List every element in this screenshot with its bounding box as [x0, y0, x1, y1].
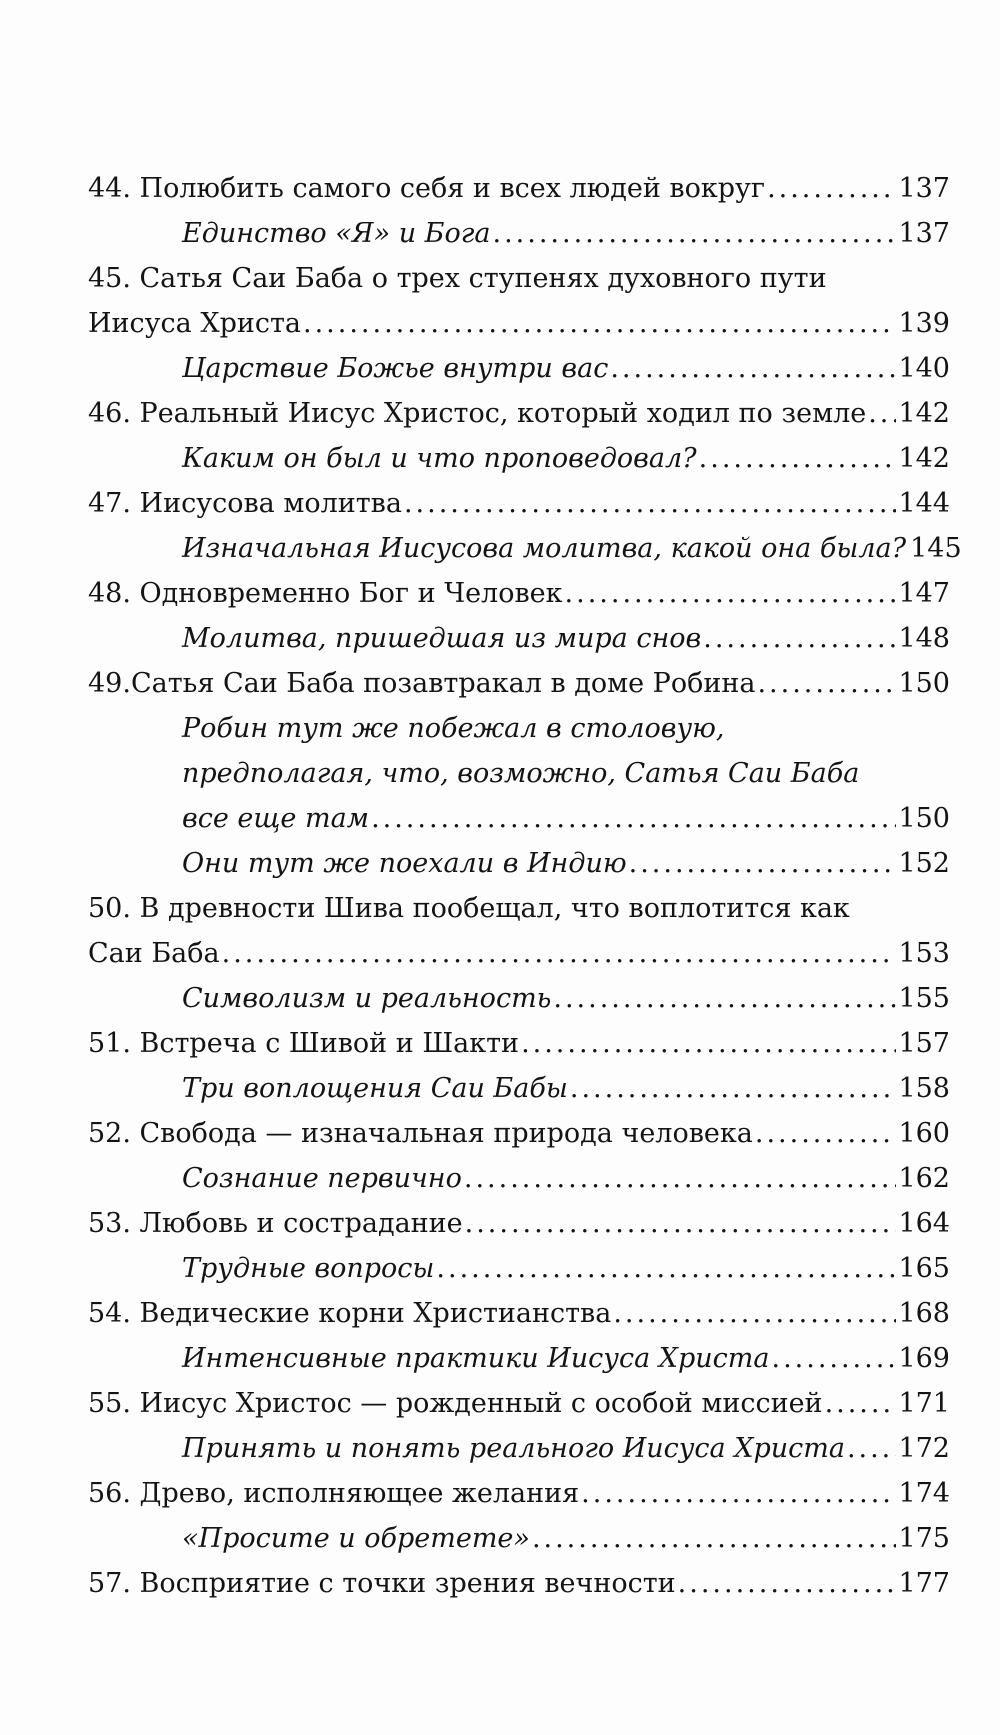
toc-page-number: 158 — [898, 1073, 950, 1104]
toc-entry-row — [182, 841, 950, 886]
dot-leader — [464, 1156, 897, 1201]
toc-entry-title: 44. Полюбить самого себя и всех людей вокруг — [88, 173, 766, 204]
dot-leader — [699, 436, 897, 481]
toc-chapter-entry — [88, 1201, 950, 1246]
dot-leader — [303, 301, 896, 346]
toc-entry-title: 54. Ведические корни Христианства — [88, 1298, 612, 1329]
toc-chapter-entry — [88, 1381, 950, 1426]
dot-leader — [610, 346, 896, 391]
toc-chapter-entry — [88, 256, 950, 346]
toc-entry-title: 48. Одновременно Бог и Человек — [88, 578, 563, 609]
toc-page-number: 172 — [898, 1433, 950, 1464]
toc-page-number: 157 — [898, 1028, 950, 1059]
toc-page-number: 142 — [898, 398, 950, 429]
dot-leader — [532, 1516, 897, 1561]
toc-entry-row — [182, 1336, 950, 1381]
toc-subsection-entry — [88, 1426, 950, 1471]
toc-entry-title: Изначальная Иисусова молитва, какой она была? — [182, 533, 907, 564]
toc-page-number: 152 — [898, 848, 950, 879]
dot-leader — [570, 1066, 897, 1111]
toc-subsection-entry — [88, 1336, 950, 1381]
toc-page-number: 148 — [898, 623, 950, 654]
toc-chapter-entry — [88, 166, 950, 211]
toc-entry-row — [182, 1426, 950, 1471]
toc-entry-row — [182, 346, 950, 391]
toc-chapter-entry — [88, 886, 950, 976]
toc-subsection-entry — [88, 706, 950, 841]
toc-entry-row — [88, 931, 950, 976]
toc-entry-title: 46. Реальный Иисус Христос, который ходил по земле — [88, 398, 867, 429]
toc-chapter-entry — [88, 571, 950, 616]
toc-entry-row — [182, 1066, 950, 1111]
toc-entry-title: «Просите и обретете» — [182, 1523, 530, 1554]
toc-subsection-entry — [88, 1246, 950, 1291]
toc-page-number: 174 — [898, 1478, 950, 1509]
toc-page-number: 145 — [910, 533, 962, 564]
dot-leader — [465, 1201, 897, 1246]
toc-entry-row — [88, 166, 950, 211]
dot-leader — [629, 841, 897, 886]
toc-entry-title-line: Робин тут же побежал в столовую, — [182, 713, 725, 744]
dot-leader — [565, 571, 897, 616]
dot-leader — [581, 1471, 896, 1516]
toc-page-number: 171 — [898, 1388, 950, 1419]
dot-leader — [493, 211, 897, 256]
toc-entry-row — [182, 796, 950, 841]
toc-entry-title: 53. Любовь и сострадание — [88, 1208, 463, 1239]
toc-entry-title: 55. Иисус Христос — рожденный с особой миссией — [88, 1388, 823, 1419]
dot-leader — [847, 1426, 897, 1471]
toc-entry-title: Царствие Божье внутри вас — [182, 353, 609, 384]
toc-subsection-entry — [88, 1066, 950, 1111]
toc-page-number: 160 — [898, 1118, 950, 1149]
toc-entry-title: 56. Древо, исполняющее желания — [88, 1478, 580, 1509]
toc-subsection-entry — [88, 616, 950, 661]
toc-entry-title: Трудные вопросы — [182, 1253, 435, 1284]
toc-entry-row — [88, 1021, 950, 1066]
toc-page-number: 142 — [898, 443, 950, 474]
toc-page-number: 175 — [898, 1523, 950, 1554]
toc-page-number: 140 — [898, 353, 950, 384]
toc-entry-title: все еще там — [182, 803, 370, 834]
toc-entry-title: Молитва, пришедшая из мира снов — [182, 623, 702, 654]
toc-subsection-entry — [88, 211, 950, 256]
toc-entry-row — [88, 301, 950, 346]
toc-page-number: 150 — [898, 668, 950, 699]
toc-page-number: 153 — [898, 938, 950, 969]
toc-entry-title: Принять и понять реального Иисуса Христа — [182, 1433, 845, 1464]
toc-entry-row — [182, 436, 950, 481]
dot-leader — [703, 616, 896, 661]
toc-subsection-entry — [88, 976, 950, 1021]
toc-page-number: 137 — [898, 173, 950, 204]
toc-entry-row — [88, 571, 950, 616]
toc-entry-row — [88, 1111, 950, 1156]
toc-entry-row — [88, 1561, 950, 1606]
toc-chapter-entry — [88, 1561, 950, 1606]
dot-leader — [678, 1561, 897, 1606]
toc-page-number: 139 — [898, 308, 950, 339]
dot-leader — [222, 931, 897, 976]
toc-entry-title: Они тут же поехали в Индию — [182, 848, 627, 879]
toc-subsection-entry — [88, 526, 962, 571]
toc-chapter-entry — [88, 1021, 950, 1066]
toc-entry-row — [182, 1246, 950, 1291]
dot-leader — [868, 391, 896, 436]
toc-chapter-entry — [88, 1111, 950, 1156]
dot-leader — [613, 1291, 896, 1336]
toc-entry-title: Иисуса Христа — [88, 308, 302, 339]
toc-page-number: 177 — [898, 1568, 950, 1599]
toc-entry-title: Интенсивные практики Иисуса Христа — [182, 1343, 770, 1374]
toc-chapter-entry — [88, 481, 950, 526]
toc-entry-title: 47. Иисусова молитва — [88, 488, 402, 519]
dot-leader — [767, 166, 896, 211]
dot-leader — [757, 661, 896, 706]
toc-entry-title-line: предполагая, что, возможно, Сатья Саи Баба — [182, 758, 860, 789]
toc-page-number: 169 — [898, 1343, 950, 1374]
toc-entry-row — [88, 661, 950, 706]
toc-subsection-entry — [88, 346, 950, 391]
dot-leader — [825, 1381, 897, 1426]
toc-subsection-entry — [88, 841, 950, 886]
toc-entry-row — [88, 1471, 950, 1516]
dot-leader — [404, 481, 896, 526]
toc-page-number: 164 — [898, 1208, 950, 1239]
dot-leader — [371, 796, 896, 841]
toc-subsection-entry — [88, 1156, 950, 1201]
toc-entry-title-line: 50. В древности Шива пообещал, что воплотится как — [88, 893, 850, 924]
toc-entry-row — [88, 1201, 950, 1246]
toc-entry-row — [182, 1516, 950, 1561]
toc-page-number: 165 — [898, 1253, 950, 1284]
toc-entry-row — [182, 1156, 950, 1201]
toc-entry-row — [88, 1381, 950, 1426]
toc-entry-title: Единство «Я» и Бога — [182, 218, 491, 249]
dot-leader — [553, 976, 896, 1021]
toc-entry-title: 49.Сатья Саи Баба позавтракал в доме Робина — [88, 668, 756, 699]
toc-page-number: 155 — [898, 983, 950, 1014]
toc-page-number: 137 — [898, 218, 950, 249]
toc-subsection-entry — [88, 436, 950, 481]
toc-entry-title-line: 45. Сатья Саи Баба о трех ступенях духовного пути — [88, 263, 827, 294]
toc-entry-title: Каким он был и что проповедовал? — [182, 443, 697, 474]
toc-chapter-entry — [88, 661, 950, 706]
dot-leader — [521, 1021, 896, 1066]
dot-leader — [436, 1246, 896, 1291]
toc-entry-row — [182, 616, 950, 661]
toc-entry-title: Три воплощения Саи Бабы — [182, 1073, 568, 1104]
toc-chapter-entry — [88, 391, 950, 436]
toc-page-number: 150 — [898, 803, 950, 834]
toc-entry-row — [182, 211, 950, 256]
toc-entry-row — [88, 391, 950, 436]
toc-page-number: 162 — [898, 1163, 950, 1194]
toc-subsection-entry — [88, 1516, 950, 1561]
toc-chapter-entry — [88, 1471, 950, 1516]
toc-page-number: 144 — [898, 488, 950, 519]
dot-leader — [771, 1336, 896, 1381]
toc-entry-title: Символизм и реальность — [182, 983, 552, 1014]
toc-entry-title: Сознание первично — [182, 1163, 462, 1194]
toc-entry-title: Саи Баба — [88, 938, 220, 969]
toc-entry-row — [88, 481, 950, 526]
toc-entry-title: 51. Встреча с Шивой и Шакти — [88, 1028, 520, 1059]
dot-leader — [755, 1111, 897, 1156]
toc-chapter-entry — [88, 1291, 950, 1336]
toc-entry-title: 52. Свобода — изначальная природа человека — [88, 1118, 753, 1149]
table-of-contents — [88, 166, 962, 1606]
toc-page-number: 168 — [898, 1298, 950, 1329]
toc-entry-row — [182, 976, 950, 1021]
toc-page-number: 147 — [898, 578, 950, 609]
toc-entry-row — [182, 526, 962, 571]
toc-entry-row — [88, 1291, 950, 1336]
toc-entry-title: 57. Восприятие с точки зрения вечности — [88, 1568, 676, 1599]
